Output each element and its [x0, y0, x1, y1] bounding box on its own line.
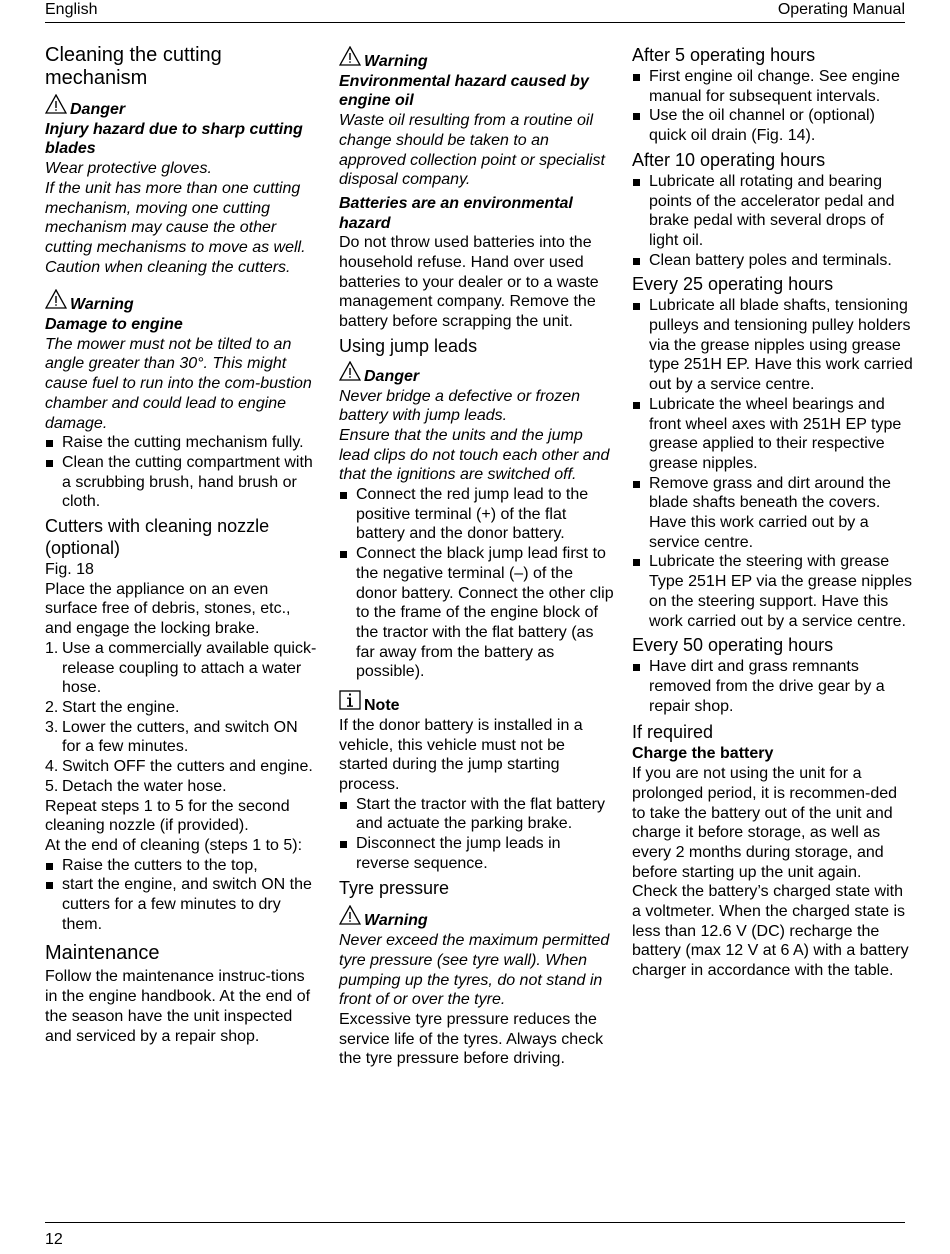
- warning-text: Never exceed the maximum permitted tyre pressure (see tyre wall). When pumping up the tyres, do not stand in front of or over the tyre.: [339, 932, 610, 1009]
- note-text: If the donor battery is installed in a vehicle, this vehicle must not be started during the jump starting process.: [339, 716, 583, 793]
- step-number: 5.: [45, 777, 59, 795]
- list-item: First engine oil change. See engine manual for subsequent intervals.: [632, 67, 914, 106]
- list-item: Connect the red jump lead to the positive terminal (+) of the flat battery and the donor battery.: [339, 485, 614, 544]
- charge-battery-subheading: Charge the battery: [632, 745, 774, 763]
- list-item: Start the tractor with the flat battery and actuate the parking brake.: [339, 795, 614, 834]
- interval-list: [632, 296, 914, 631]
- step-number: 1.: [45, 639, 59, 657]
- figure-ref: Fig. 18: [45, 561, 94, 579]
- warning-title: Environmental hazard caused by engine oil: [339, 72, 589, 110]
- header-manual-title: Operating Manual: [777, 1, 905, 18]
- warning-block: [339, 905, 614, 931]
- list-item: [45, 718, 320, 757]
- danger-block: [45, 94, 320, 120]
- repeat-text: Repeat steps 1 to 5 for the second cleaning nozzle (if provided).: [45, 797, 290, 835]
- list-item: Raise the cutting mechanism fully.: [45, 433, 320, 453]
- note-block: [339, 690, 614, 716]
- danger-text: Wear protective gloves. If the unit has more than one cutting mechanism, moving one cutting mechanism may cause the other cutting mechanisms to move as well. Caution when cleaning the cutters.: [45, 160, 306, 276]
- footer-rule: [45, 1222, 905, 1223]
- tyre-text: Excessive tyre pressure reduces the service life of the tyres. Always check the tyre pressure before driving.: [339, 1010, 604, 1068]
- if-required-heading: If required: [632, 722, 714, 743]
- danger-text: Never bridge a defective or frozen battery with jump leads. Ensure that the units and the jump lead clips do not touch each other and that the ignitions are switched off.: [339, 387, 610, 484]
- step-text: Lower the cutters, and switch ON for a few minutes.: [62, 718, 298, 756]
- maintenance-text: Follow the maintenance instruc-tions in the engine handbook. At the end of the season have the unit inspected and serviced by a repair shop.: [45, 968, 311, 1045]
- warning-text: Waste oil resulting from a routine oil change should be taken to an approved collection point or specialist disposal company.: [339, 112, 605, 189]
- step-text: Start the engine.: [62, 698, 180, 716]
- list-item: Raise the cutters to the top,: [45, 856, 320, 876]
- end-list: [45, 856, 320, 935]
- list-item: Clean battery poles and terminals.: [632, 251, 914, 271]
- maintenance-heading: Maintenance: [45, 942, 160, 965]
- list-item: Remove grass and dirt around the blade shafts beneath the covers. Have this work carried out by a service centre.: [632, 474, 914, 553]
- page-header: [45, 0, 905, 23]
- warning-title: Damage to engine: [45, 316, 183, 334]
- column-2: [339, 44, 614, 1069]
- list-item: Lubricate the steering with grease Type 251H EP via the grease nipples on the steering support. Have this work carried out by a service centre.: [632, 552, 914, 631]
- header-language: English: [45, 1, 98, 18]
- list-item: Clean the cutting compartment with a scrubbing brush, hand brush or cloth.: [45, 453, 320, 512]
- cutters-steps: [45, 639, 320, 797]
- list-item: Lubricate the wheel bearings and front wheel axes with 251H EP type grease applied to their respective grease nipples.: [632, 395, 914, 474]
- interval-heading: After 5 operating hours: [632, 45, 816, 65]
- end-text: At the end of cleaning (steps 1 to 5):: [45, 836, 303, 854]
- column-1: [45, 44, 320, 1046]
- step-text: Switch OFF the cutters and engine.: [62, 758, 313, 776]
- note-label: Note: [364, 697, 400, 715]
- list-item: Connect the black jump lead first to the negative terminal (–) of the donor battery. Connect the other clip to the frame of the engine block of the tractor with the flat battery (as far away from the battery as possible).: [339, 544, 614, 682]
- batteries-title: Batteries are an environmental hazard: [339, 194, 573, 232]
- jump-list: [339, 485, 614, 682]
- cutters-intro: Place the appliance on an even surface free of debris, stones, etc., and engage the locking brake.: [45, 580, 291, 638]
- list-item: Lubricate all rotating and bearing points of the accelerator pedal and brake pedal with several drops of light oil.: [632, 172, 914, 251]
- cleaning-list: [45, 433, 320, 512]
- list-item: Have dirt and grass remnants removed from the drive gear by a repair shop.: [632, 657, 914, 716]
- page-number: 12: [45, 1231, 63, 1248]
- interval-heading: Every 25 operating hours: [632, 274, 834, 295]
- warning-triangle-icon: [45, 94, 67, 114]
- charge-text-2: Check the battery’s charged state with a voltmeter. When the charged state is less than 12.6 V (DC) recharge the battery (max 12 V at 6 A) with a battery charger in accordance with the table.: [632, 883, 909, 980]
- warning-label: Warning: [364, 53, 428, 70]
- list-item: Disconnect the jump leads in reverse sequence.: [339, 834, 614, 873]
- interval-list: [632, 67, 914, 146]
- warning-text: The mower must not be tilted to an angle greater than 30°. This might cause fuel to run into the com-bustion chamber and could lead to engine damage.: [45, 335, 312, 432]
- info-icon: [339, 690, 361, 710]
- warning-label: Warning: [70, 296, 134, 314]
- warning-block: [339, 46, 614, 72]
- jump-list-2: [339, 795, 614, 874]
- column-3: [632, 44, 914, 981]
- list-item: start the engine, and switch ON the cutters for a few minutes to dry them.: [45, 875, 320, 934]
- list-item: [45, 777, 320, 797]
- danger-label: Danger: [364, 367, 420, 385]
- list-item: Use the oil channel or (optional) quick oil drain (Fig. 14).: [632, 106, 914, 145]
- charge-text-1: If you are not using the unit for a prolonged period, it is recommen-ded to take the battery out of the unit and charge it before storage, as well as every 2 months during storage, and before starting up the unit again.: [632, 765, 898, 881]
- tyre-heading: Tyre pressure: [339, 878, 450, 899]
- step-text: Use a commercially available quick-release coupling to attach a water hose.: [62, 639, 317, 697]
- warning-triangle-icon: [339, 905, 361, 925]
- interval-list: [632, 657, 914, 716]
- list-item: Lubricate all blade shafts, tensioning pulleys and tensioning pulley holders via the grease nipples using grease type 251H EP. Have this work carried out by a service centre.: [632, 296, 914, 395]
- warning-block: [45, 289, 320, 315]
- warning-triangle-icon: [339, 46, 361, 66]
- warning-triangle-icon: [339, 361, 361, 381]
- warning-triangle-icon: [45, 289, 67, 309]
- interval-heading: After 10 operating hours: [632, 149, 826, 170]
- danger-block: [339, 361, 614, 387]
- cutters-heading: Cutters with cleaning nozzle (optional): [45, 516, 270, 559]
- list-item: [45, 698, 320, 718]
- step-number: 2.: [45, 698, 59, 716]
- interval-list: [632, 172, 914, 271]
- danger-label: Danger: [70, 101, 126, 118]
- danger-title: Injury hazard due to sharp cutting blades: [45, 120, 303, 158]
- warning-label: Warning: [364, 912, 428, 930]
- step-text: Detach the water hose.: [62, 777, 227, 795]
- interval-heading: Every 50 operating hours: [632, 635, 834, 656]
- section-title-cleaning: Cleaning the cutting mechanism: [45, 44, 222, 89]
- step-number: 3.: [45, 718, 59, 736]
- list-item: [45, 639, 320, 698]
- jump-leads-heading: Using jump leads: [339, 335, 478, 356]
- list-item: [45, 757, 320, 777]
- batteries-text: Do not throw used batteries into the household refuse. Hand over used batteries to your dealer or to a waste management company. Remove the battery before scrapping the unit.: [339, 234, 599, 331]
- step-number: 4.: [45, 758, 59, 776]
